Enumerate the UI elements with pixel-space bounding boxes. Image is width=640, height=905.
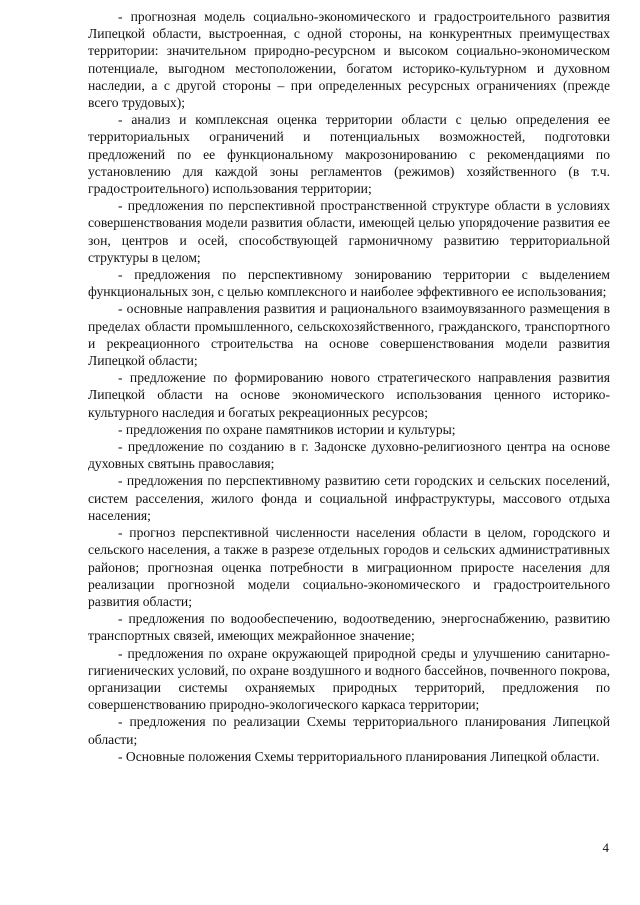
list-item-settlement-network: - предложения по перспективному развитию сети городских и сельских поселений, систем расселения, жилого фонда и социальной инфраструктуры, массового отдыха населения; bbox=[88, 473, 610, 523]
list-item-development-directions: - основные направления развития и рационального взаимоувязанного размещения в пределах области промышленного, сельскохозяйственного, гражданского, транспортного и рекреационного строительства на основе совершенствования модели развития Липецкой области; bbox=[88, 301, 610, 369]
page-number: 4 bbox=[602, 840, 609, 855]
list-item-forecast-model: - прогнозная модель социально-экономического и градостроительного развития Липецкой области, выстроенная, с одной стороны, на конкурентных преимуществах территории: значительном природно-ресурсном и высоком социально-экономическом потенциале, выгодном местоположении, богатом историко-культурном и духовном наследии, а с другой стороны – при определенных ресурсных ограничениях (прежде всего трудовых); bbox=[88, 9, 610, 111]
list-item-zadonsk-center: - предложение по созданию в г. Задонске духовно-религиозного центра на основе духовных святынь православия; bbox=[88, 439, 610, 472]
document-page bbox=[88, 8, 610, 765]
list-item-main-provisions: - Основные положения Схемы территориального планирования Липецкой области. bbox=[118, 748, 600, 764]
list-item-zoning: - предложения по перспективному зонированию территории с выделением функциональных зон, с целью комплексного и наиболее эффективного ее использования; bbox=[88, 267, 610, 300]
list-item-spatial-structure: - предложения по перспективной пространственной структуре области в условиях совершенствования модели развития области, имеющей целью упорядочение развития ее зон, центров и осей, способствующей гармоничному развитию территориальной структуры в целом; bbox=[88, 198, 610, 265]
list-item-infrastructure: - предложения по водообеспечению, водоотведению, энергоснабжению, развитию транспортных связей, имеющих межрайонное значение; bbox=[88, 611, 610, 644]
list-item-strategic-direction: - предложение по формированию нового стратегического направления развития Липецкой области на основе экономического использования ценного историко-культурного наследия и богатых рекреационных ресурсов; bbox=[88, 370, 610, 420]
list-item-territory-analysis: - анализ и комплексная оценка территории области с целью определения ее территориальных ограничений и потенциальных возможностей, подготовки предложений по ее функциональному макрозонированию с рекомендациями по установлению для каждой зоны регламентов (режимов) хозяйственного (в т.ч. градостроительного) использования территории; bbox=[88, 112, 610, 197]
list-item-plan-implementation: - предложения по реализации Схемы территориального планирования Липецкой области; bbox=[88, 714, 610, 747]
list-item-monument-protection: - предложения по охране памятников истории и культуры; bbox=[118, 421, 456, 437]
list-item-environment: - предложения по охране окружающей природной среды и улучшению санитарно-гигиенических условий, по охране воздушного и водного бассейнов, почвенного покрова, организации системы охраняемых природных территорий, предложения по совершенствованию природно-экологического каркаса территории; bbox=[88, 645, 610, 713]
list-item-population-forecast: - прогноз перспективной численности населения области в целом, городского и сельского населения, а также в разрезе отдельных городов и сельских административных районов; прогнозная оценка потребности в миграционном приросте населения для реализации прогнозной модели социально-экономического и градостроительного развития области; bbox=[88, 525, 610, 609]
